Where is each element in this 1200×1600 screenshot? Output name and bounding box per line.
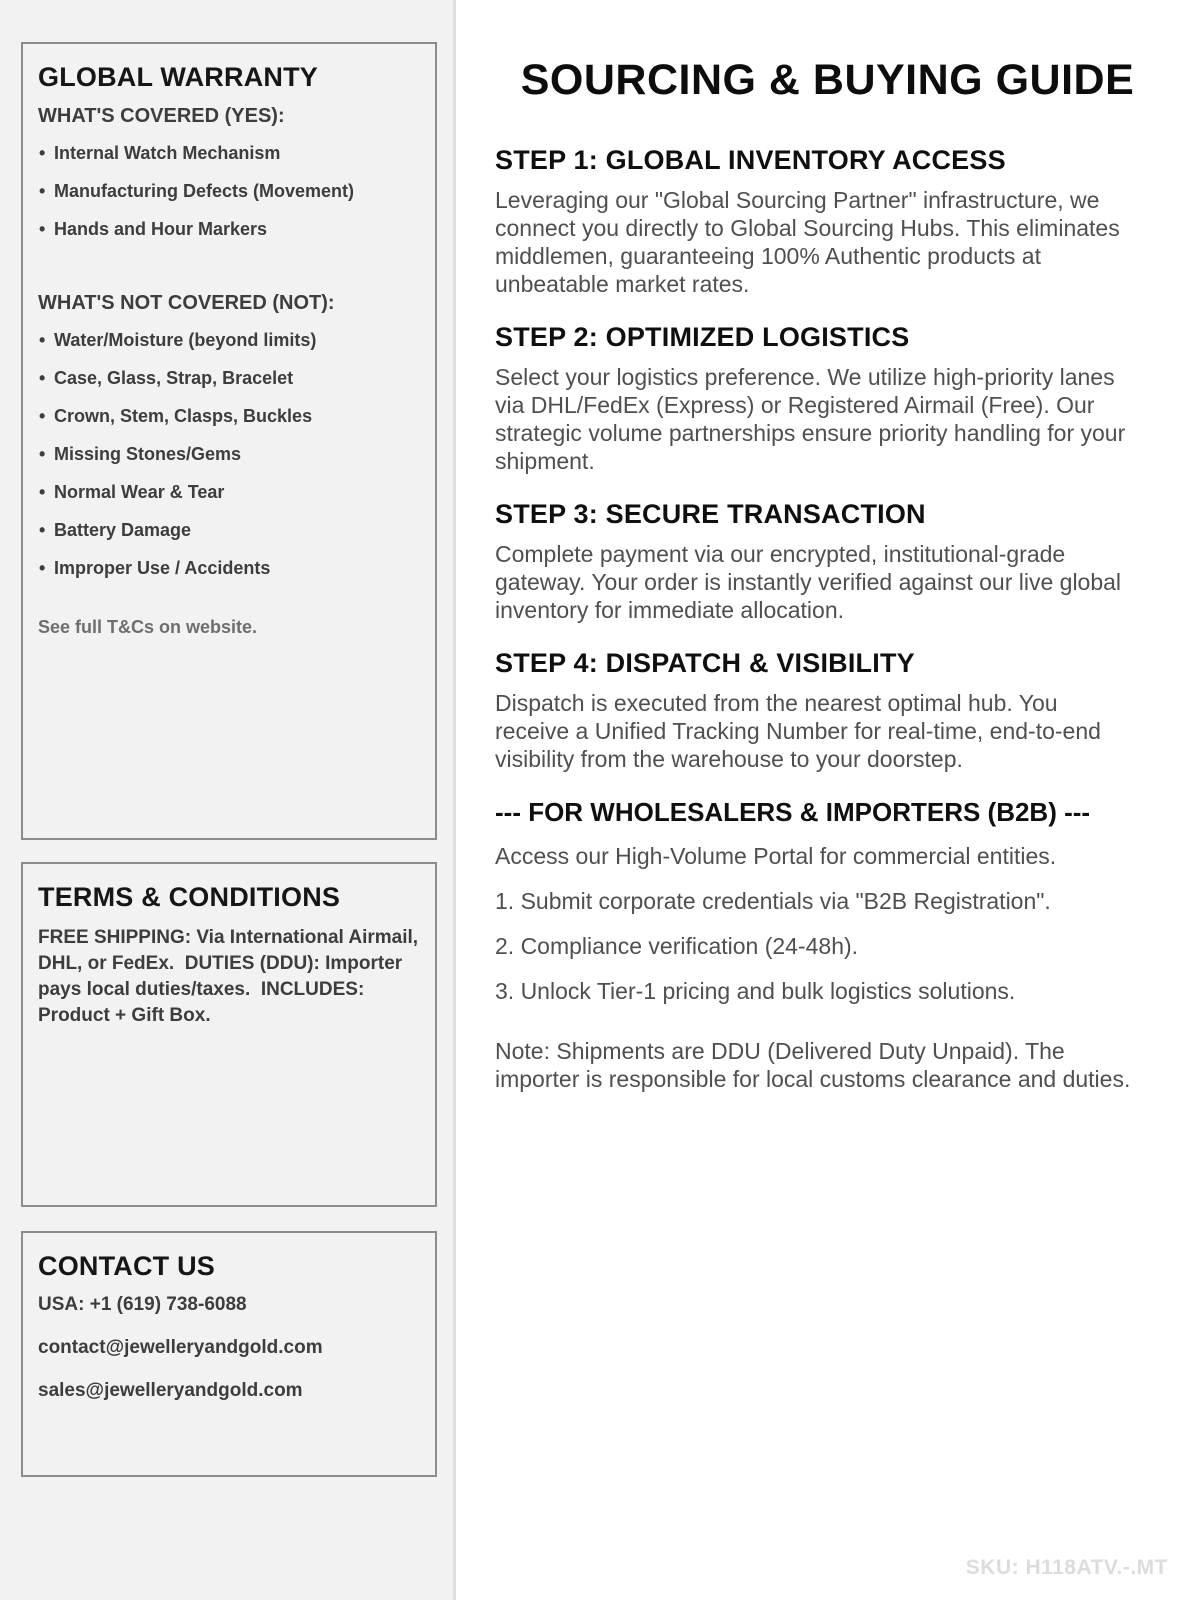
step-4-heading: STEP 4: DISPATCH & VISIBILITY	[495, 648, 915, 678]
warranty-footnote: See full T&Cs on website.	[38, 617, 258, 637]
terms-panel	[21, 862, 437, 1207]
main-content	[459, 0, 1200, 1600]
spacer	[38, 256, 420, 292]
not-covered-heading: WHAT'S NOT COVERED (NOT):	[38, 292, 335, 314]
list-item: • Manufacturing Defects (Movement)	[38, 180, 420, 202]
b2b-intro: Access our High-Volume Portal for commercial entities.	[495, 843, 1057, 869]
terms-title: TERMS & CONDITIONS	[38, 882, 341, 912]
step-1-body: Leveraging our "Global Sourcing Partner" infrastructure, we connect you directly to Global Sourcing Hubs. This eliminates middlemen, guaranteeing 100% Authentic products at unbeatable market rates.	[495, 187, 1120, 297]
b2b-step-3: 3. Unlock Tier-1 pricing and bulk logistics solutions.	[495, 978, 1016, 1004]
b2b-heading: --- FOR WHOLESALERS & IMPORTERS (B2B) ---	[495, 797, 1091, 827]
warranty-panel	[21, 42, 437, 840]
covered-list	[38, 142, 420, 240]
b2b-ddu-note: Note: Shipments are DDU (Delivered Duty Unpaid). The importer is responsible for local customs clearance and duties.	[495, 1038, 1131, 1092]
step-3-heading: STEP 3: SECURE TRANSACTION	[495, 499, 926, 529]
b2b-section	[495, 797, 1160, 1093]
step-2-heading: STEP 2: OPTIMIZED LOGISTICS	[495, 322, 910, 352]
contact-email: contact@jewelleryandgold.com	[38, 1337, 323, 1358]
list-item: • Internal Watch Mechanism	[38, 142, 420, 164]
step-1-section	[495, 145, 1160, 298]
list-item: • Improper Use / Accidents	[38, 557, 420, 579]
contact-title: CONTACT US	[38, 1251, 215, 1281]
list-item: • Crown, Stem, Clasps, Buckles	[38, 405, 420, 427]
list-item: • Water/Moisture (beyond limits)	[38, 329, 420, 351]
list-item: • Hands and Hour Markers	[38, 218, 420, 240]
step-4-body: Dispatch is executed from the nearest optimal hub. You receive a Unified Tracking Number for real-time, end-to-end visibility from the warehouse to your doorstep.	[495, 690, 1101, 772]
step-3-body: Complete payment via our encrypted, institutional-grade gateway. Your order is instantly verified against our live global inventory for immediate allocation.	[495, 541, 1122, 623]
list-item: • Battery Damage	[38, 519, 420, 541]
list-item: • Case, Glass, Strap, Bracelet	[38, 367, 420, 389]
b2b-step-2: 2. Compliance verification (24-48h).	[495, 933, 859, 959]
step-1-heading: STEP 1: GLOBAL INVENTORY ACCESS	[495, 145, 1006, 175]
terms-body: FREE SHIPPING: Via International Airmail, DHL, or FedEx. DUTIES (DDU): Importer pays local duties/taxes. INCLUDES: Product + Gift Box.	[38, 927, 419, 1026]
b2b-step-1: 1. Submit corporate credentials via "B2B Registration".	[495, 888, 1051, 914]
sku-label: SKU: H118ATV.-.MT	[965, 1556, 1168, 1579]
step-3-section	[495, 499, 1160, 624]
step-4-section	[495, 648, 1160, 773]
contact-email-sales: sales@jewelleryandgold.com	[38, 1380, 303, 1401]
warranty-title: GLOBAL WARRANTY	[38, 62, 318, 92]
list-item: • Missing Stones/Gems	[38, 443, 420, 465]
step-2-body: Select your logistics preference. We utilize high-priority lanes via DHL/FedEx (Express) or Registered Airmail (Free). Our strategic volume partnerships ensure priority handling for your shipment.	[495, 364, 1126, 474]
contact-phone: USA: +1 (619) 738-6088	[38, 1294, 247, 1315]
covered-heading: WHAT'S COVERED (YES):	[38, 105, 285, 127]
page-title: SOURCING & BUYING GUIDE	[520, 56, 1135, 104]
step-2-section	[495, 322, 1160, 475]
contact-panel	[21, 1231, 437, 1477]
sidebar	[0, 0, 456, 1600]
not-covered-list	[38, 329, 420, 579]
list-item: • Normal Wear & Tear	[38, 481, 420, 503]
